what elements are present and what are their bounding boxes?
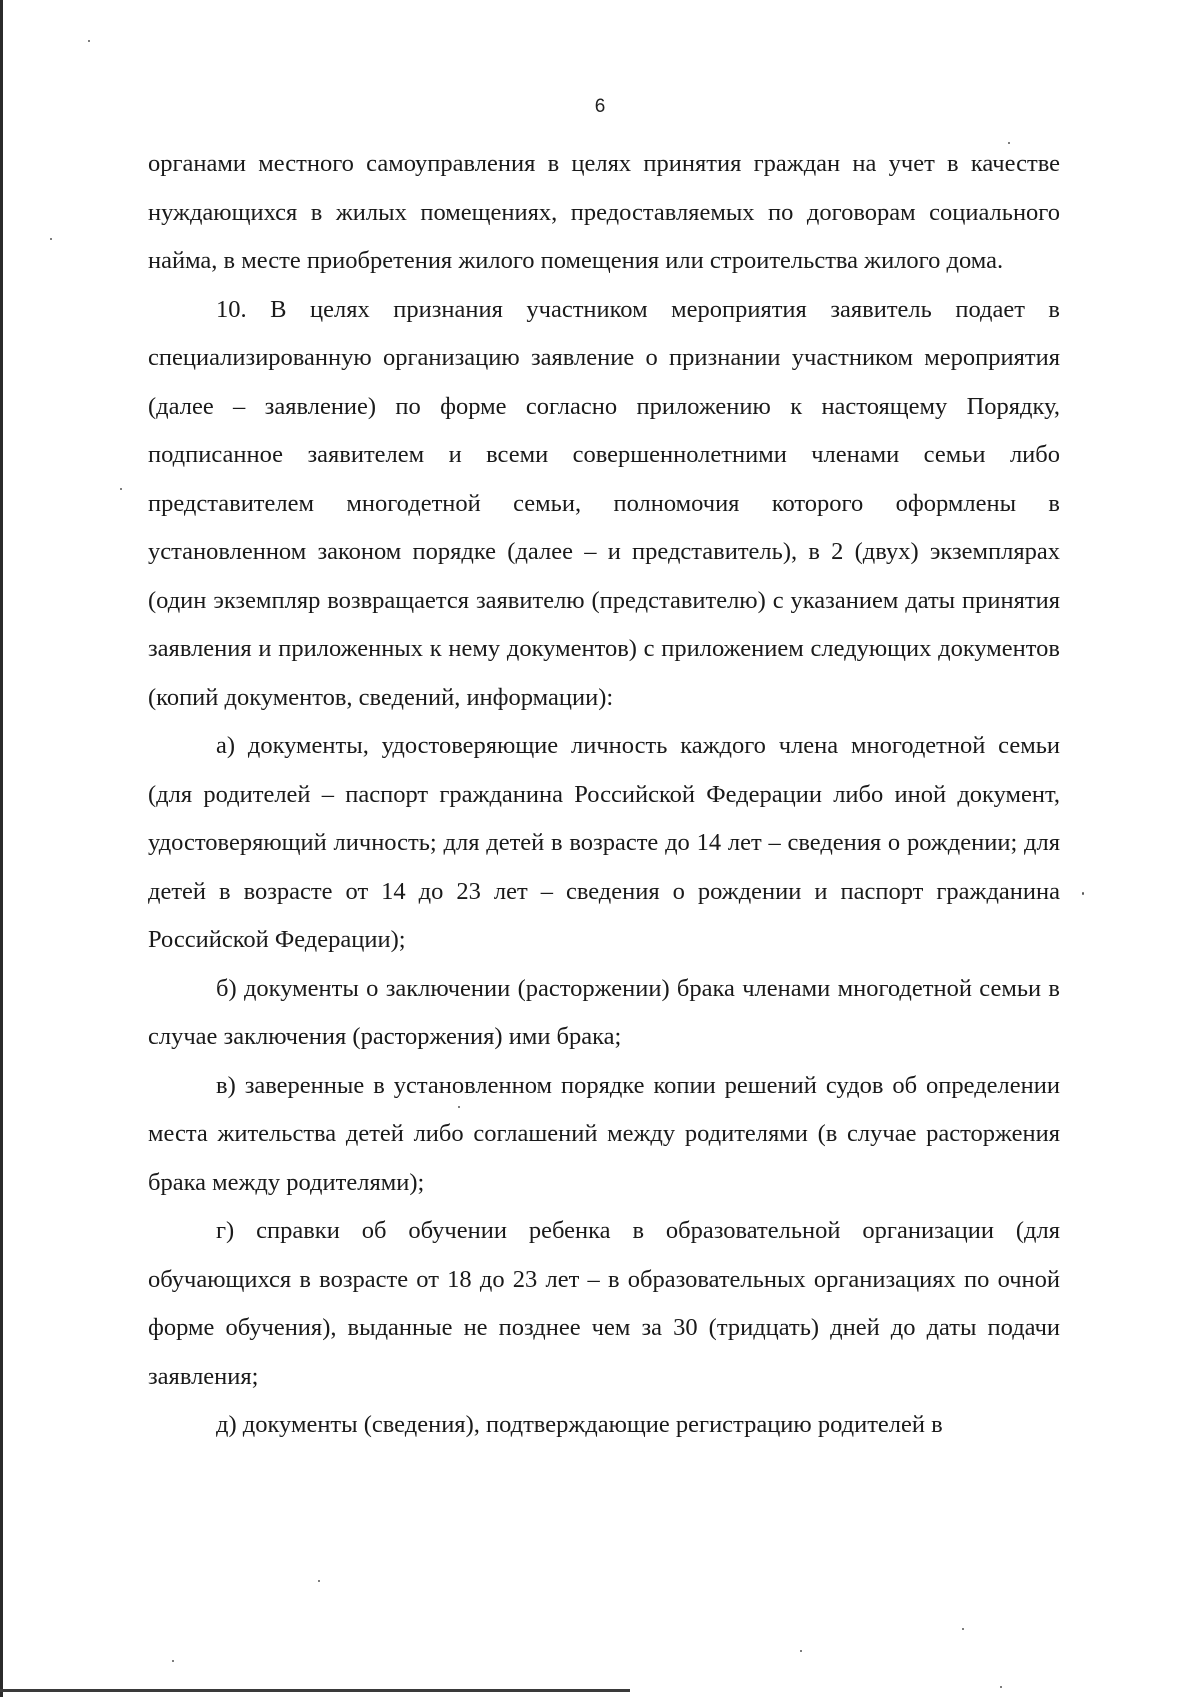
scan-bottom-edge	[0, 1689, 630, 1692]
scan-speck	[962, 1628, 964, 1630]
scan-speck	[318, 1580, 320, 1582]
scan-speck	[88, 40, 90, 42]
scan-left-edge	[0, 0, 3, 1697]
scan-speck	[1000, 1686, 1002, 1688]
paragraph-item-10: 10. В целях признания участником мероприятия заявитель подает в специализированную организацию заявление о признании участником мероприятия (далее – заявление) по форме согласно приложению к настоящему Порядку, подписанное заявителем и всеми совершеннолетними членами семьи либо представителем многодетной семьи, полномочия которого оформлены в установленном законом порядке (далее – и представитель), в 2 (двух) экземплярах (один экземпляр возвращается заявителю (представителю) с указанием даты принятия заявления и приложенных к нему документов) с приложением следующих документов (копий документов, сведений, информации):	[148, 295, 1060, 711]
scan-speck	[458, 1106, 460, 1108]
page-number: 6	[594, 96, 606, 117]
scan-speck	[120, 488, 122, 490]
paragraph-subitem-d: д) документы (сведения), подтверждающие регистрацию родителей в	[216, 1411, 943, 1438]
scan-speck	[1082, 892, 1084, 895]
paragraph-subitem-a: а) документы, удостоверяющие личность каждого члена многодетной семьи (для родителей – паспорт гражданина Российской Федерации либо иной документ, удостоверяющий личность; для детей в возрасте до 14 лет – сведения о рождении; для детей в возрасте от 14 до 23 лет – сведения о рождении и паспорт гражданина Российской Федерации);	[148, 732, 1060, 953]
paragraph-subitem-v: в) заверенные в установленном порядке копии решений судов об определении места жительства детей либо соглашений между родителями (в случае расторжения брака между родителями);	[148, 1071, 1060, 1196]
scan-speck	[1008, 142, 1010, 144]
paragraph-subitem-g: г) справки об обучении ребенка в образовательной организации (для обучающихся в возрасте от 18 до 23 лет – в образовательных организациях по очной форме обучения), выданные не позднее чем за 30 (тридцать) дней до даты подачи заявления;	[148, 1217, 1060, 1390]
scan-speck	[800, 1650, 802, 1652]
scan-speck	[172, 1660, 174, 1662]
scan-speck	[50, 238, 52, 240]
paragraph-continuation: органами местного самоуправления в целях принятия граждан на учет в качестве нуждающихся в жилых помещениях, предоставляемых по договорам социального найма, в месте приобретения жилого помещения или строительства жилого дома.	[148, 150, 1060, 274]
paragraph-subitem-b: б) документы о заключении (расторжении) брака членами многодетной семьи в случае заключения (расторжения) ими брака;	[148, 974, 1060, 1050]
document-body	[148, 140, 1060, 1450]
